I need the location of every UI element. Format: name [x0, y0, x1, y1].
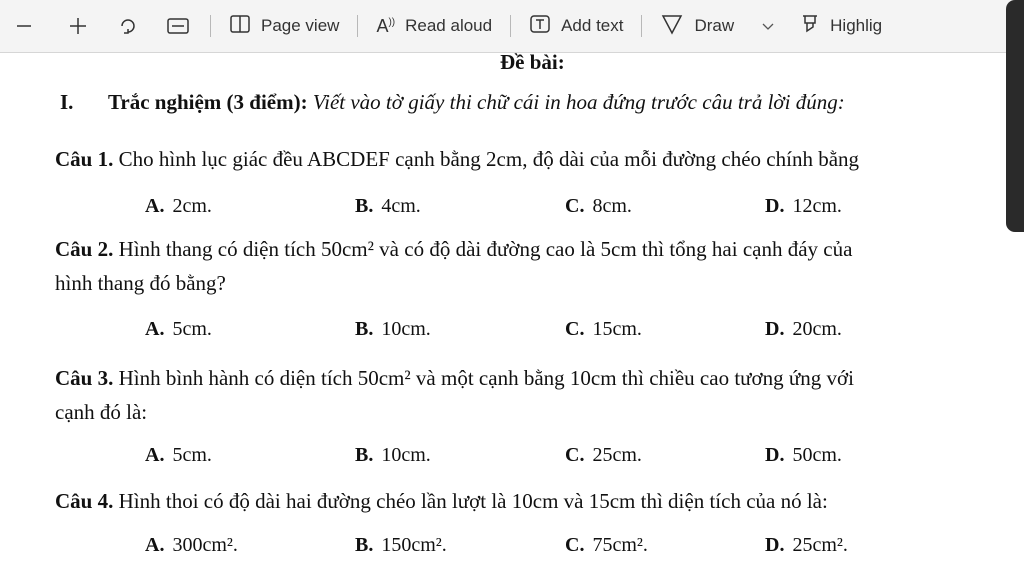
toolbar-divider	[357, 15, 358, 37]
option-c: C. 15cm.	[565, 318, 642, 340]
option-d: D. 50cm.	[765, 444, 842, 466]
add-text-label: Add text	[561, 16, 624, 35]
section-title: Trắc nghiệm (3 điểm):	[107, 90, 308, 114]
read-aloud-button[interactable]	[370, 6, 498, 46]
option-d: D. 20cm.	[765, 318, 842, 340]
add-text-icon	[529, 14, 551, 39]
chevron-down-icon[interactable]	[762, 16, 774, 36]
question-text: Hình thang có diện tích 50cm² và có độ dài đường cao là 5cm thì tổng hai cạnh đáy của	[118, 237, 853, 261]
option-a: A. 2cm.	[145, 195, 212, 217]
option-b: B. 150cm².	[355, 534, 447, 556]
fit-width-icon[interactable]	[158, 6, 198, 46]
question-2	[55, 237, 852, 262]
read-aloud-icon: A))	[376, 15, 396, 36]
question-4	[55, 489, 828, 514]
option-c: C. 25cm.	[565, 444, 642, 466]
add-text-button[interactable]	[523, 6, 629, 46]
highlight-button[interactable]	[794, 6, 888, 46]
option-a: A. 5cm.	[145, 444, 212, 466]
toolbar-divider	[210, 15, 211, 37]
highlight-icon	[800, 13, 820, 40]
question-label: Câu 3.	[55, 366, 114, 390]
page-view-label: Page view	[261, 16, 340, 35]
draw-icon	[660, 13, 684, 40]
scrollbar-thumb[interactable]	[1006, 0, 1024, 232]
draw-label: Draw	[694, 16, 735, 35]
read-aloud-label: Read aloud	[405, 16, 493, 35]
option-b: B. 10cm.	[355, 444, 431, 466]
page-heading: Đề bài:	[500, 52, 565, 74]
question-label: Câu 4.	[55, 489, 114, 513]
plus-icon[interactable]	[58, 6, 98, 46]
rotate-icon[interactable]	[108, 6, 148, 46]
question-1	[55, 147, 859, 172]
minus-icon[interactable]	[4, 6, 44, 46]
question-text: Cho hình lục giác đều ABCDEF cạnh bằng 2cm, độ dài của mỗi đường chéo chính bằng	[118, 147, 860, 171]
section-instruction: Viết vào tờ giấy thi chữ cái in hoa đứng trước câu trả lời đúng:	[312, 90, 845, 114]
option-d: D. 12cm.	[765, 195, 842, 217]
question-3-cont: cạnh đó là:	[55, 400, 148, 424]
pdf-page	[0, 52, 1024, 567]
option-a: A. 300cm².	[145, 534, 238, 556]
section-header	[60, 90, 845, 115]
option-b: B. 10cm.	[355, 318, 431, 340]
option-c: C. 8cm.	[565, 195, 632, 217]
question-3	[55, 366, 854, 391]
highlight-label: Highlig	[830, 16, 883, 35]
page-view-icon	[229, 14, 251, 39]
question-2-cont: hình thang đó bằng?	[55, 271, 226, 295]
toolbar-divider	[510, 15, 511, 37]
option-d: D. 25cm².	[765, 534, 848, 556]
question-label: Câu 1.	[55, 147, 114, 171]
section-label: I.	[60, 90, 74, 114]
toolbar-divider	[641, 15, 642, 37]
pdf-toolbar	[0, 0, 1024, 53]
page-view-button[interactable]	[223, 6, 345, 46]
option-b: B. 4cm.	[355, 195, 421, 217]
option-a: A. 5cm.	[145, 318, 212, 340]
question-label: Câu 2.	[55, 237, 114, 261]
question-text: Hình thoi có độ dài hai đường chéo lần lượt là 10cm và 15cm thì diện tích của nó là:	[118, 489, 828, 513]
draw-button[interactable]	[654, 6, 780, 46]
question-text: Hình bình hành có diện tích 50cm² và một cạnh bằng 10cm thì chiều cao tương ứng với	[118, 366, 854, 390]
option-c: C. 75cm².	[565, 534, 648, 556]
